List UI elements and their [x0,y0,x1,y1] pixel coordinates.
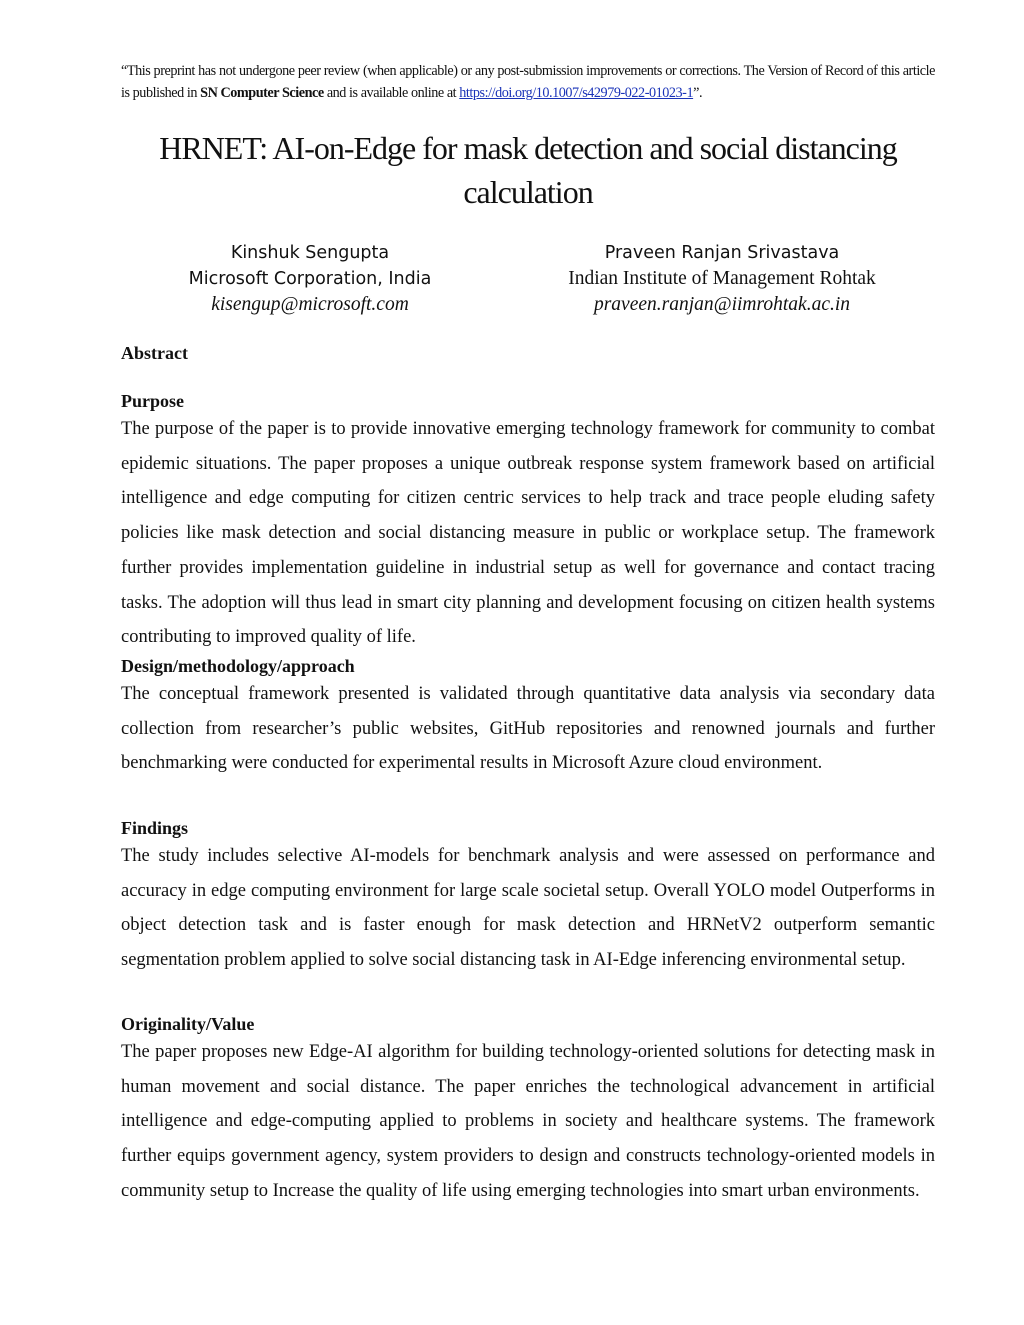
section-heading: Purpose [121,391,184,411]
section-originality-value [121,1013,935,1209]
section-heading: Findings [121,818,189,838]
section-purpose [121,390,935,655]
author-affiliation: Microsoft Corporation, India [188,269,432,289]
author-affiliation: Indian Institute of Management Rohtak [568,268,876,289]
doi-link[interactable]: https://doi.org/10.1007/s42979-022-01023-1 [459,85,694,101]
author-name: Praveen Ranjan Srivastava [604,243,840,263]
author-email[interactable]: kisengup@microsoft.com [211,294,409,315]
author-name: Kinshuk Sengupta [230,243,390,263]
section-body: The study includes selective AI-models for benchmark analysis and were assessed on performance and accuracy in edge computing environment for large scale societal setup. Overall YOLO model Outperforms in object detection task and is faster enough for mask detection and HRNetV2 outperform semantic segmentation problem applied to solve social distancing task in AI-Edge inferencing environmental setup. [121,846,935,971]
section-body: The purpose of the paper is to provide innovative emerging technology framework for community to combat epidemic situations. The paper proposes a unique outbreak response system framework based on artificial intelligence and edge computing for citizen centric services to help track and trace people eluding safety policies like mask detection and social distancing measure in public or workplace setup. The framework further provides implementation guideline in industrial setup as well for governance and contact tracing tasks. The adoption will thus lead in smart city planning and development focusing on citizen health systems contributing to improved quality of life. [121,419,935,648]
section-findings [121,817,935,978]
notice-text-end: ”. [693,85,703,101]
section-body: The conceptual framework presented is validated through quantitative data analysis via secondary data collection from researcher’s public websites, GitHub repositories and renowned journals and further benchmarking were conducted for experimental results in Microsoft Azure cloud environment. [121,684,935,774]
author-block-2 [512,240,932,318]
author-email[interactable]: praveen.ranjan@iimrohtak.ac.in [593,294,851,315]
abstract-heading: Abstract [121,343,188,363]
section-body: The paper proposes new Edge-AI algorithm for building technology-oriented solutions for detecting mask in human movement and social distance. The paper enriches the technological advancement in artificial intelligence and edge-computing applied to problems in society and healthcare systems. The framework further equips government agency, system providers to design and constructs technology-oriented models in community setup to Increase the quality of life using emerging technologies into smart urban environments. [121,1042,935,1201]
author-block-1 [100,240,520,318]
notice-text-start: “This preprint has not undergone peer review (when applicable) or any post-submission improvements or corrections. The Version of Record of this article is published in [121,63,935,101]
paper-title: HRNET: AI-on-Edge for mask detection and social distancing calculation [159,130,897,210]
section-heading: Design/methodology/approach [121,656,355,676]
journal-name: SN Computer Science [200,85,324,101]
section-heading: Originality/Value [121,1014,255,1034]
section-design-methodology [121,655,935,781]
preprint-notice [121,60,935,104]
notice-text-mid: and is available online at [323,85,460,101]
